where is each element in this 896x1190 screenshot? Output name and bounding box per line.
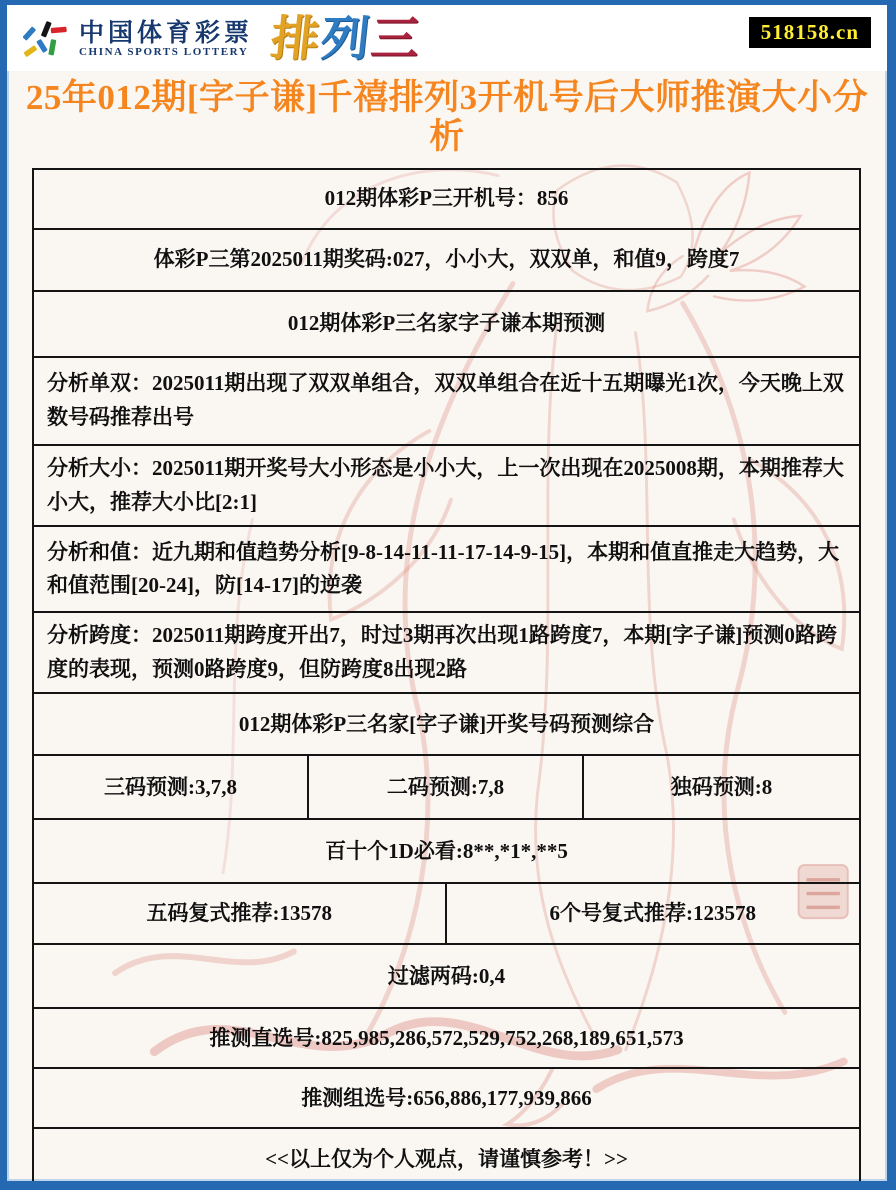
page-title: 25年012期[字子谦]千禧排列3开机号后大师推演大小分析 <box>25 78 869 156</box>
table-row-filter-codes <box>34 945 859 1009</box>
lottery-figure-icon <box>23 14 69 66</box>
cell-text: 6个号复式推荐:123578 <box>549 901 756 926</box>
header <box>7 5 887 71</box>
table-row-analysis-bigsmall <box>34 446 859 527</box>
row-text: 体彩P三第2025011期奖码:027，小小大，双双单，和值9，跨度7 <box>153 247 740 272</box>
brand-char: 列 <box>318 13 374 66</box>
sports-lottery-logo[interactable] <box>23 13 424 66</box>
table-row-analysis-sum <box>34 527 859 613</box>
row-text: 过滤两码:0,4 <box>387 963 506 988</box>
cell-text: 独码预测:8 <box>670 774 773 799</box>
table-row-duplex-recommend <box>34 884 859 945</box>
row-text: 推测直选号:825,985,286,572,529,752,268,189,651,573 <box>209 1025 684 1050</box>
cell-text: 二码预测:7,8 <box>386 774 505 799</box>
row-text: 推测组选号:656,886,177,939,866 <box>301 1085 592 1110</box>
table-cell-single-code <box>584 756 859 818</box>
table-cell-six-code-duplex <box>447 884 860 943</box>
brand-char: 三 <box>368 13 424 66</box>
table-row-section-header-prediction <box>34 292 859 358</box>
table-row-group-numbers <box>34 1069 859 1129</box>
table-row-last-result <box>34 230 859 292</box>
row-text: 012期体彩P三名家字子谦本期预测 <box>287 311 606 336</box>
row-text: 分析单双：2025011期出现了双双单组合，双双单组合在近十五期曝光1次，今天晚上双数号码推荐出号 <box>47 371 844 429</box>
row-text: <<以上仅为个人观点，请谨慎参考！>> <box>265 1146 628 1171</box>
row-text: 分析跨度：2025011期跨度开出7，时过3期再次出现1路跨度7，本期[字子谦]预测0路跨度的表现，预测0路跨度9，但防跨度8出现2路 <box>47 623 837 681</box>
table-cell-two-code <box>309 756 584 818</box>
cell-text: 五码复式推荐:13578 <box>146 901 332 926</box>
row-text: 百十个1D必看:8**,*1*,**5 <box>325 838 568 863</box>
logo-text <box>79 21 253 59</box>
row-text: 分析大小：2025011期开奖号大小形态是小小大，上一次出现在2025008期，本期推荐大小大，推荐大小比[2:1] <box>47 456 844 514</box>
row-text: 分析和值：近九期和值趋势分析[9-8-14-11-11-17-14-9-15]，本期和值直推走大趋势，大和值范围[20-24]，防[14-17]的逆袭 <box>47 539 840 598</box>
logo-cn-label: 中国体育彩票 <box>79 20 254 48</box>
table-row-code-predictions <box>34 756 859 820</box>
logo-en-label: CHINA SPORTS LOTTERY <box>79 46 249 59</box>
table-row-1d-must-see <box>34 820 859 884</box>
row-text: 012期体彩P三开机号：856 <box>324 186 569 211</box>
row-text: 012期体彩P三名家[字子谦]开奖号码预测综合 <box>238 711 655 736</box>
cell-text: 三码预测:3,7,8 <box>104 774 237 799</box>
prediction-table <box>32 168 861 1190</box>
table-row-analysis-span <box>34 613 859 694</box>
table-row-open-number <box>34 170 859 230</box>
table-row-analysis-oddeven <box>34 358 859 446</box>
table-row-direct-numbers <box>34 1009 859 1069</box>
site-url-badge[interactable]: 518158.cn <box>749 17 871 48</box>
brand-char: 排 <box>268 13 324 66</box>
table-row-disclaimer <box>34 1129 859 1189</box>
table-row-section-header-summary <box>34 694 859 756</box>
brand-pailiesan <box>268 13 424 66</box>
table-cell-five-code-duplex <box>34 884 447 943</box>
table-cell-three-code <box>34 756 309 818</box>
